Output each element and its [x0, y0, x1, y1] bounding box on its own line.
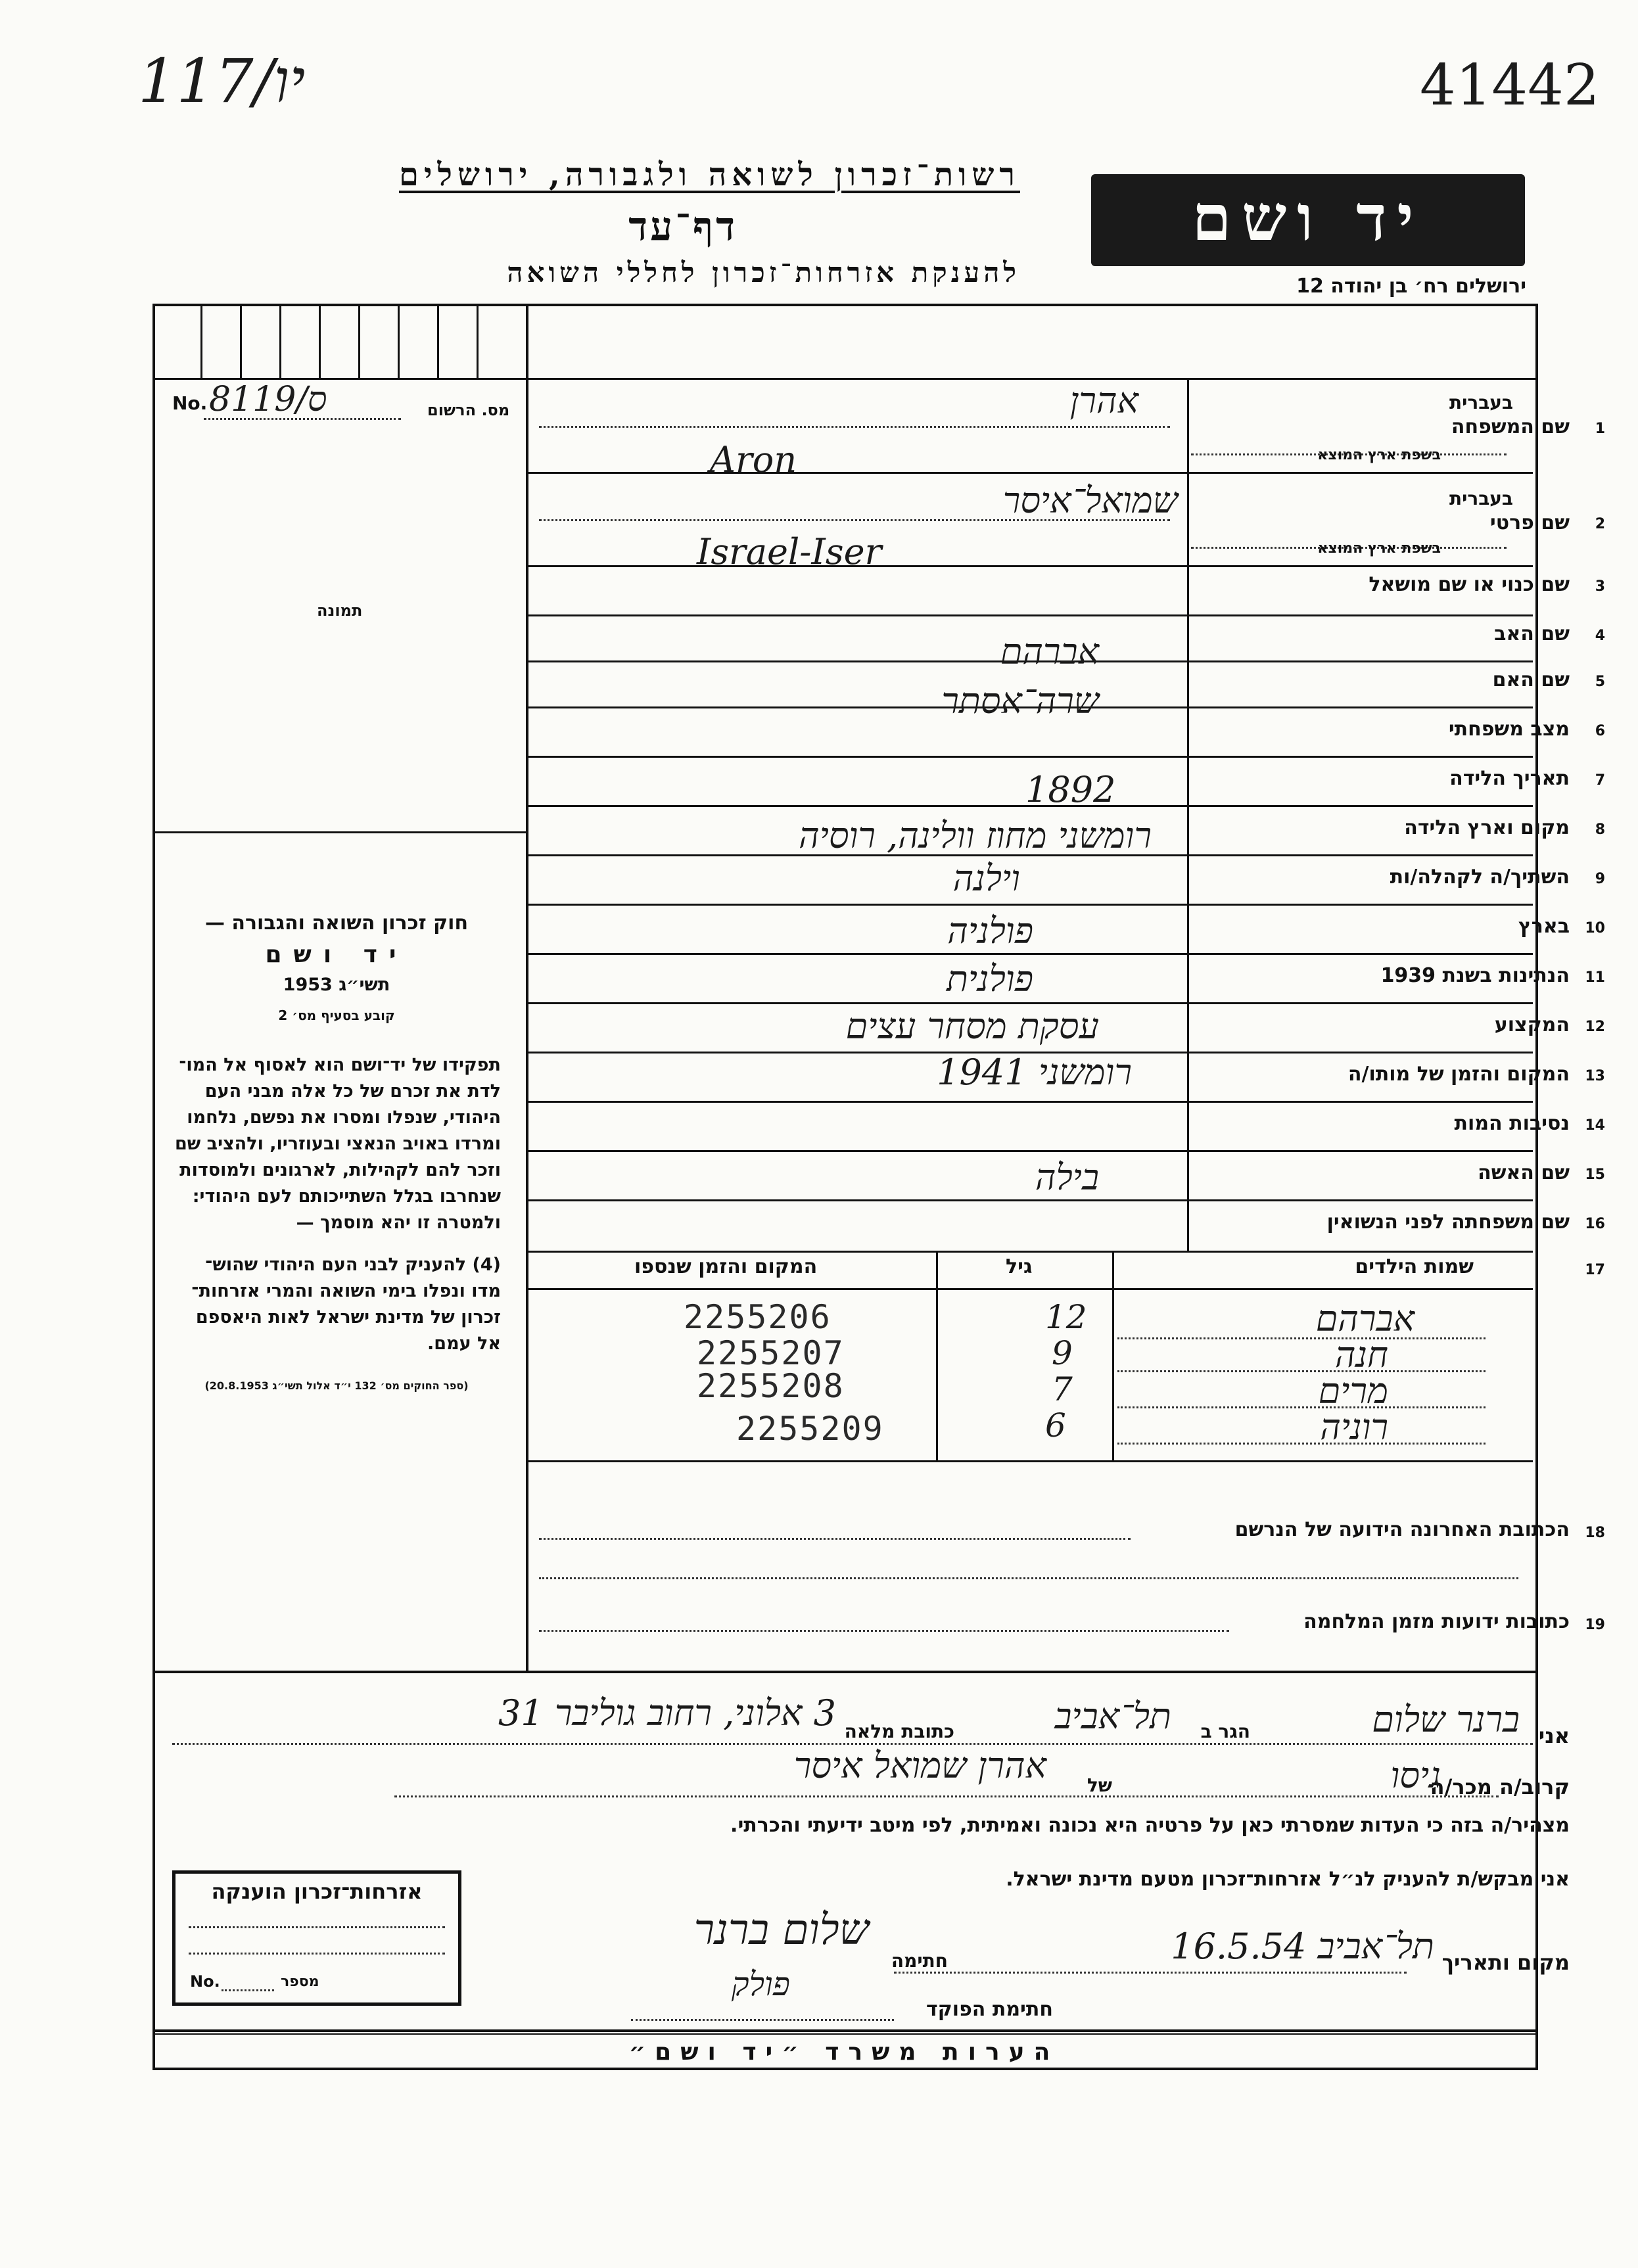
- field-6-label: מצב משפחתי: [1448, 718, 1570, 741]
- registration-label: מס. הרשום: [427, 401, 510, 419]
- field-1-number: 1: [1595, 421, 1605, 437]
- children-col-names: שמות הילדים: [1355, 1255, 1474, 1278]
- law-body-line: שנחרבו בגלל השתייכותם לעם היהודי:: [192, 1186, 501, 1207]
- law-body-line: תפקידו של יד־ושם הוא לאסוף אל המו־: [179, 1055, 501, 1075]
- children-field-number: 17: [1585, 1262, 1605, 1278]
- signature-line: [894, 1972, 1407, 1974]
- field-9-label: השתיך/ה לקהלה/ות: [1390, 866, 1570, 889]
- law-footnote: (ספר החוקים מס׳ 132 י״ד אלול תשי״ג 20.8.1953): [204, 1379, 469, 1392]
- declarant-name: ברנר שלום: [1372, 1699, 1520, 1740]
- child-1-name: אברהם: [1315, 1298, 1415, 1339]
- law-text-block: [172, 910, 501, 1399]
- field-9-value: וילנה: [952, 858, 1020, 899]
- field-5-value: שרה־אסתר: [941, 680, 1099, 722]
- law-body-line: אל עמם.: [427, 1333, 501, 1354]
- field-12-label: המקצוע: [1494, 1013, 1570, 1036]
- field-14-label: נסיבות המות: [1454, 1112, 1570, 1135]
- law-body-line: וזכר להם לקהילות, לארגונים ולמוסדות: [179, 1160, 501, 1180]
- law-body-line: היהודי, שנפלו ומסרו את נפשם, נלחמו: [187, 1107, 501, 1128]
- field-1-hebrew-sub: בעברית: [1449, 392, 1513, 413]
- field-15-label: שם האשה: [1478, 1161, 1570, 1184]
- award-box-number-label: מספר: [281, 1974, 319, 1990]
- registration-no-label: No.: [172, 392, 208, 414]
- photo-label: תמונה: [317, 601, 363, 620]
- child-4-name: רוניה: [1320, 1406, 1388, 1448]
- child-3-stamp: 2255208: [697, 1367, 845, 1405]
- field-12-value: עסקת מסחר עצים: [845, 1006, 1099, 1047]
- signature: שלום ברנר: [693, 1906, 869, 1955]
- footer-divider: [152, 2029, 1535, 2032]
- declaration-statement: מצהיר/ה בזה כי העדות שמסרתי כאן על פרטיה היא נכונה ואמיתית, לפי מיטב ידיעתי והכרתי.: [730, 1814, 1570, 1837]
- photo-area-bottom: [152, 831, 527, 833]
- field-19-label: כתובות ידועות מזמן המלחמה: [1303, 1610, 1570, 1633]
- field-13-value: רומשני 1941: [937, 1052, 1132, 1093]
- field-14-number: 14: [1585, 1117, 1605, 1134]
- law-title: חוק זכרון השואה והגבורה —: [204, 912, 469, 935]
- children-col-age: גיל: [1006, 1255, 1033, 1278]
- logo-address: ירושלים רח׳ בן יהודה 12: [1296, 275, 1526, 298]
- law-body-line: (4) להעניק לבני העם היהודי שהוש־: [205, 1255, 501, 1275]
- field-6-number: 6: [1595, 723, 1605, 739]
- law-body-line: זכרון של מדינת ישראל לאות היאספם: [195, 1307, 501, 1328]
- field-5-number: 5: [1595, 674, 1605, 690]
- child-4-age: 6: [1045, 1406, 1066, 1445]
- field-2-value-latin: Israel-Iser: [697, 531, 882, 572]
- declarant-city: תל־אביב: [1054, 1696, 1171, 1737]
- children-col-place: המקום והזמן שנספו: [634, 1255, 818, 1278]
- declaration-address-label: כתובת מלאה: [844, 1721, 954, 1742]
- field-18-line: [539, 1538, 1131, 1540]
- field-7-label: תאריך הלידה: [1449, 767, 1570, 790]
- award-box-no: No.: [190, 1972, 220, 1991]
- field-8-label: מקום וארץ הלידה: [1404, 816, 1570, 839]
- child-4-stamp: 2255209: [736, 1410, 884, 1448]
- field-1-value: אהרן: [1069, 380, 1138, 421]
- officer-label: חתימת הפוקד: [926, 1998, 1053, 2021]
- authority-line: רשות־זכרון לשואה ולגבורה, ירושלים: [398, 156, 1020, 193]
- field-19-line: [539, 1630, 1229, 1632]
- field-8-value: רומשני מחוז וולינה, רוסיה: [799, 815, 1152, 856]
- field-16-number: 16: [1585, 1216, 1605, 1232]
- field-1-origin-sub: בשפת ארץ המוצא: [1317, 447, 1441, 463]
- field-12-number: 12: [1585, 1019, 1605, 1035]
- field-4-number: 4: [1595, 628, 1605, 644]
- form-title: דף־עד: [628, 204, 737, 250]
- field-4-value: אברהם: [1000, 631, 1099, 672]
- field-2-label: שם פרטי: [1489, 511, 1570, 534]
- child-3-name: מרים: [1318, 1370, 1388, 1412]
- law-body-line: מדו ונפלו בימי השואה והמרי אזרחות־: [191, 1281, 501, 1301]
- form-subtitle: להענקת אזרחות־זכרון לחללי השואה: [507, 256, 1020, 289]
- registration-line: [204, 418, 401, 420]
- law-body-line: ומרדו באויב הנאצי ובעוזריו, ולהציב שם: [174, 1134, 501, 1154]
- relation-label: קרוב/ה מכר/ה: [1430, 1774, 1570, 1799]
- declaration-divider: [152, 1671, 1535, 1673]
- law-name: יד ושם: [265, 941, 408, 968]
- field-10-label: בארץ: [1518, 915, 1570, 938]
- field-15-number: 15: [1585, 1167, 1605, 1183]
- field-10-number: 10: [1585, 920, 1605, 937]
- award-box: [172, 1870, 461, 2006]
- request-statement: אני מבקש/ת להעניק לנ״ל אזרחות־זכרון מטעם מדינת ישראל.: [1006, 1868, 1570, 1891]
- field-8-number: 8: [1595, 822, 1605, 838]
- field-18-number: 18: [1585, 1525, 1605, 1541]
- place-date-value: תל־אביב 16.5.54: [1171, 1926, 1434, 1967]
- child-1-stamp: 2255206: [684, 1298, 831, 1336]
- field-13-number: 13: [1585, 1068, 1605, 1084]
- field-18-label: הכתובת האחרונה הידועה של הנרשם: [1234, 1518, 1570, 1541]
- award-box-title: אזרחות־זכרון הוענקה: [211, 1879, 423, 1904]
- corner-note: 117/יו: [138, 46, 306, 116]
- label-column-divider: [1187, 380, 1189, 1251]
- field-2-number: 2: [1595, 516, 1605, 532]
- field-10-value: פולניה: [947, 910, 1033, 952]
- child-1-age: 12: [1045, 1298, 1087, 1336]
- field-3-number: 3: [1595, 578, 1605, 595]
- law-section: קובע בסעיף מס׳ 2: [278, 1007, 395, 1023]
- field-5-label: שם האם: [1492, 668, 1570, 691]
- declarant-address: 3 אלוני, רחוב גוליבר 31: [498, 1692, 836, 1734]
- law-body-line: ולמטרה זו יהא מוסמך —: [296, 1213, 501, 1233]
- yad-vashem-logo: [1091, 174, 1525, 266]
- relation-of: של: [1087, 1774, 1112, 1796]
- officer-line: [631, 2019, 894, 2021]
- field-4-label: שם האב: [1494, 622, 1570, 645]
- field-2-hebrew-sub: בעברית: [1449, 488, 1513, 509]
- law-body-line: לדת את זכרם של כל אלה מבני העם: [204, 1081, 501, 1101]
- child-2-age: 9: [1052, 1334, 1073, 1372]
- field-1-label: שם המשפחה: [1451, 415, 1570, 438]
- child-3-age: 7: [1052, 1370, 1073, 1408]
- field-15-value: בילה: [1035, 1157, 1099, 1198]
- field-3-label: שם כנוי או שם מושאל: [1369, 573, 1570, 596]
- field-11-number: 11: [1585, 969, 1605, 986]
- registration-number: 8119/ס: [209, 380, 327, 419]
- place-date-label: מקום ותאריך: [1441, 1950, 1570, 1975]
- field-16-label: שם משפחתה לפני הנשואין: [1326, 1211, 1570, 1234]
- declaration-prefix: אני: [1538, 1723, 1570, 1748]
- field-9-number: 9: [1595, 871, 1605, 887]
- child-2-stamp: 2255207: [697, 1334, 845, 1372]
- law-year: תשי״ג 1953: [283, 975, 390, 995]
- top-strip-border: [152, 378, 1535, 380]
- field-18-line-2: [539, 1577, 1518, 1579]
- archive-number: 41442: [1420, 53, 1600, 118]
- field-2-value: שמואל־איסר: [1002, 480, 1178, 521]
- field-2-origin-sub: בשפת ארץ המוצא: [1317, 540, 1441, 557]
- field-11-value: פולנית: [946, 958, 1033, 1000]
- declaration-lives: הגר ב: [1200, 1721, 1250, 1742]
- officer-signature: פולק: [731, 1965, 790, 2003]
- field-19-number: 19: [1585, 1617, 1605, 1633]
- field-7-value: 1892: [1025, 769, 1116, 810]
- relation-value: גיסו: [1390, 1755, 1441, 1796]
- relation-subject: אהרן שמואל איסר: [793, 1745, 1046, 1786]
- field-11-label: הנתינות בשנת 1939: [1380, 964, 1570, 987]
- logo-text: יד ושם: [1192, 181, 1424, 255]
- footer-note: הערות משרד ״יד ושם״: [628, 2039, 1060, 2066]
- footer-divider-2: [152, 2033, 1535, 2035]
- signature-label: חתימה: [891, 1950, 948, 1972]
- child-2-name: חנה: [1334, 1334, 1388, 1376]
- field-13-label: המקום והזמן של מותו/ה: [1347, 1063, 1570, 1086]
- field-1-value-latin: Aron: [710, 439, 797, 480]
- declaration-line-2: [394, 1795, 1499, 1797]
- left-column-divider: [526, 304, 528, 1671]
- field-7-number: 7: [1595, 772, 1605, 789]
